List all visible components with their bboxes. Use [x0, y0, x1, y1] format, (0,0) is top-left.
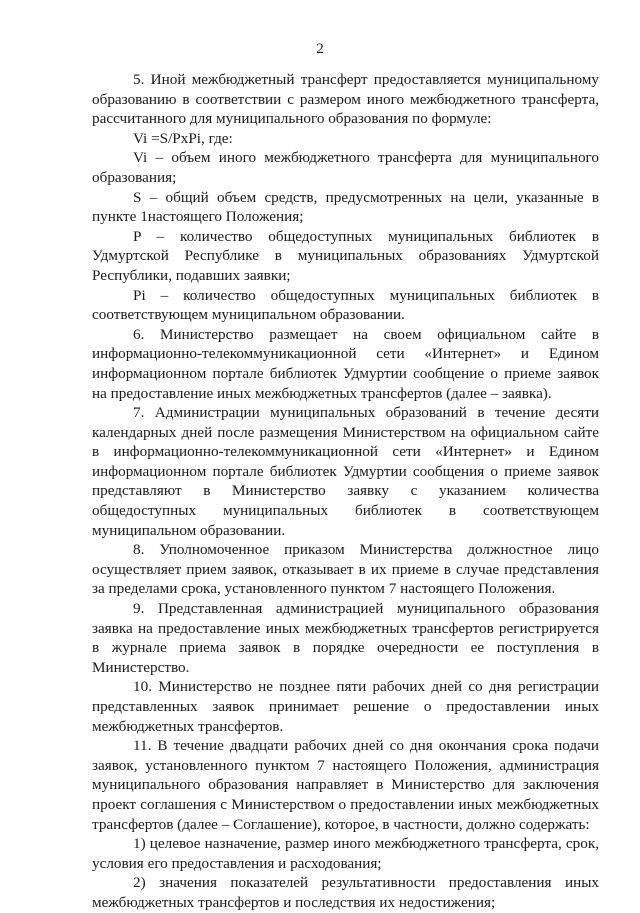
definition-s: S – общий объем средств, предусмотренных на цели, указанные в пункте 1настоящего Положения; [92, 188, 599, 226]
document-body [92, 70, 599, 913]
formula: Vi =S/PxPi, где: [133, 129, 233, 147]
paragraph-item-8: 8. Уполномоченное приказом Министерства должностное лицо осуществляет прием заявок, отказывает в их приеме в случае представления за пределами срока, установленного пунктом 7 настоящего Положения. [92, 541, 599, 598]
paragraph-item-6: 6. Министерство размещает на своем официальном сайте в информационно-телекоммуникационной сети «Интернет» и Едином информационном портале библиотек Удмуртии сообщение о приеме заявок на предоставление иных межбюджетных трансфертов (далее – заявка). [92, 325, 599, 402]
definition-p: P – количество общедоступных муниципальных библиотек в Удмуртской Республике в муниципальных образованиях Удмуртской Республики, подавших заявки; [92, 227, 599, 284]
subitem-2: 2) значения показателей результативности предоставления иных межбюджетных трансфертов и последствия их недостижения; [92, 874, 599, 911]
paragraph-item-9: 9. Представленная администрацией муниципального образования заявка на предоставление иных межбюджетных трансфертов регистрируется в журнале приема заявок в порядке очередности ее поступления в Министерство. [92, 600, 599, 676]
subitem-1: 1) целевое назначение, размер иного межбюджетного трансферта, срок, условия его предоставления и расходования; [92, 835, 599, 872]
paragraph-item-10: 10. Министерство не позднее пяти рабочих дней со дня регистрации представленных заявок принимает решение о предоставлении иных межбюджетных трансфертов. [92, 678, 599, 735]
definition-vi: Vi – объем иного межбюджетного трансферта для муниципального образования; [92, 149, 599, 186]
paragraph-item-5: 5. Иной межбюджетный трансферт предоставляется муниципальному образованию в соответствии с размером иного межбюджетного трансферта, рассчитанного для муниципального образования по формуле: [92, 71, 599, 128]
page-number: 2 [316, 41, 324, 57]
paragraph-item-7: 7. Администрации муниципальных образований в течение десяти календарных дней после размещения Министерством на официальном сайте в информационно-телекоммуникационной сети «Интернет» и Едином информационном портале библиотек Удмуртии сообщения о приеме заявок представляют в Министерство заявку с указанием количества общедоступных муниципальных библиотек в соответствующем муниципальном образовании. [92, 404, 599, 539]
paragraph-item-11: 11. В течение двадцати рабочих дней со дня окончания срока подачи заявок, установленного пунктом 7 настоящего Положения, администрация муниципального образования направляет в Министерство для заключения проект соглашения с Министерством о предоставлении иных межбюджетных трансфертов (далее – Соглашение), которое, в частности, должно содержать: [92, 737, 599, 833]
definition-pi: Pi – количество общедоступных муниципальных библиотек в соответствующем муниципальном образовании. [92, 286, 599, 324]
